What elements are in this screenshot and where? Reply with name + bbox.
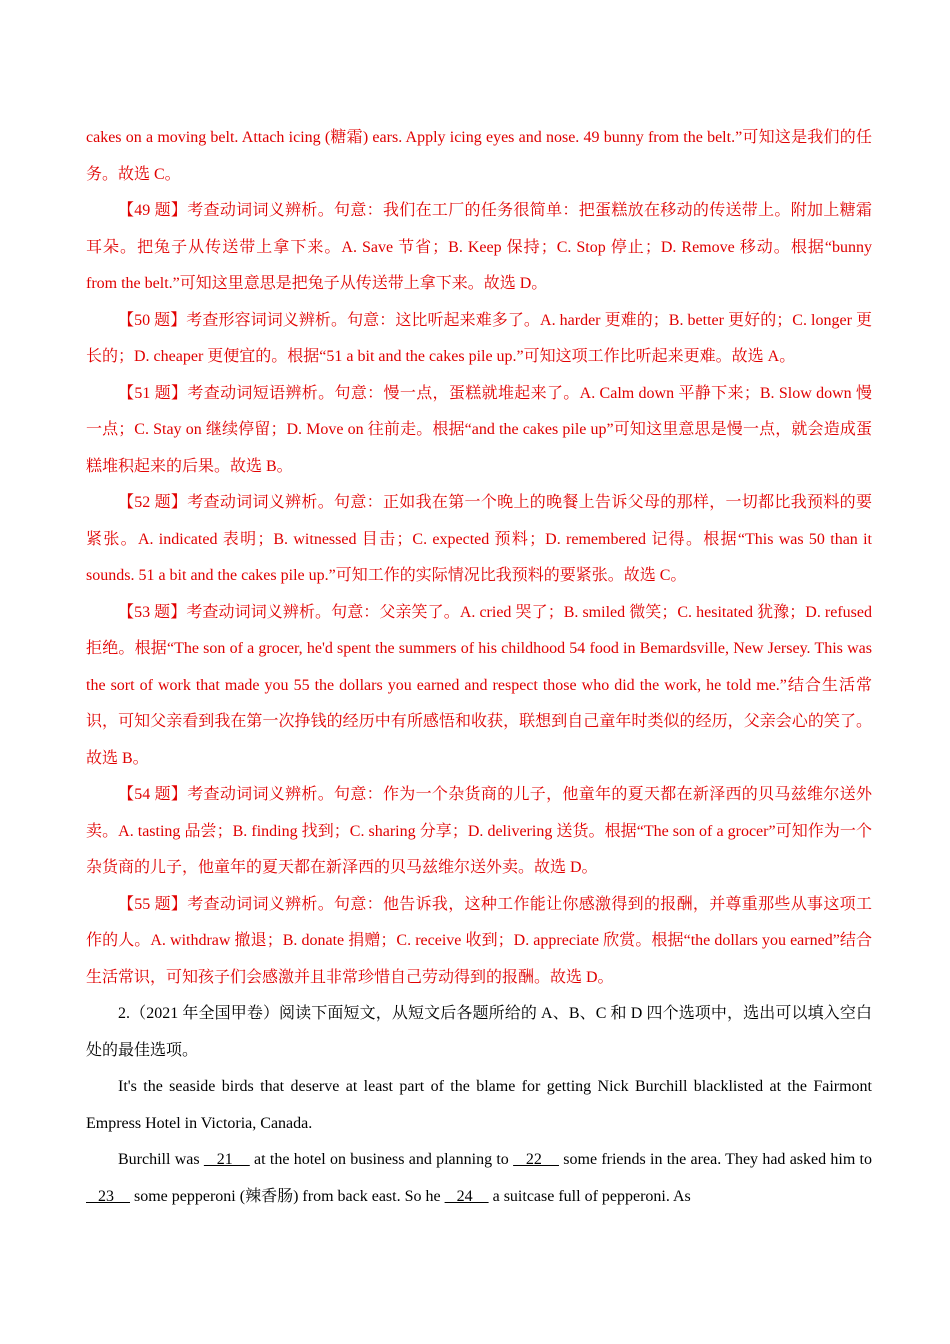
answer-paragraph-54: 【54 题】考查动词词义辨析。句意：作为一个杂货商的儿子，他童年的夏天都在新泽西的贝马兹维尔送外卖。A. tasting 品尝；B. finding 找到；C. sharing 分享；D. delivering 送货。根据“The son of a grocer”可知作为一个杂货商的儿子，他童年的夏天都在新泽西的贝马兹维尔送外卖。故选 D。 [86, 786, 872, 876]
document-body [86, 120, 872, 1215]
passage-text: a suitcase full of pepperoni. As [488, 1187, 691, 1205]
answer-paragraph-52: 【52 题】考查动词词义辨析。句意：正如我在第一个晚上的晚餐上告诉父母的那样，一切都比我预料的要紧张。A. indicated 表明；B. witnessed 目击；C. expected 预料；D. remembered 记得。根据“This was 50 than it sounds. 51 a bit and the cakes pile up.”可知工作的实际情况比我预料的要紧张。故选 C。 [86, 494, 872, 584]
passage-text: some friends in the area. They had asked him to [559, 1151, 873, 1168]
blank-24: 24 [444, 1187, 489, 1205]
passage-text: at the hotel on business and planning to [249, 1151, 514, 1168]
answer-paragraph-continued: cakes on a moving belt. Attach icing (糖霜) ears. Apply icing eyes and nose. 49 bunny from the belt.”可知这是我们的任务。故选 C。 [86, 129, 872, 183]
passage-paragraph-1: It's the seaside birds that deserve at least part of the blame for getting Nick Burchill blacklisted at the Fairmont Empress Hotel in Victoria, Canada. [86, 1078, 872, 1132]
blank-22: 22 [513, 1151, 559, 1168]
answer-paragraph-53: 【53 题】考查动词词义辨析。句意：父亲笑了。A. cried 哭了；B. smiled 微笑；C. hesitated 犹豫；D. refused 拒绝。根据“The son of a grocer, he'd spent the summers of his childhood 54 food in Bemardsville, New Jersey. This was the sort of work that made you 55 the dollars you earned and respect those who did the work, he told me.”结合生活常识，可知父亲看到我在第一次挣钱的经历中有所感悟和收获，联想到自己童年时类似的经历，父亲会心的笑了。故选 B。 [86, 603, 872, 767]
answer-paragraph-55: 【55 题】考查动词词义辨析。句意：他告诉我，这种工作能让你感激得到的报酬，并尊重那些从事这项工作的人。A. withdraw 撤退；B. donate 捐赠；C. receive 收到；D. appreciate 欣赏。根据“the dollars you earned”结合生活常识，可知孩子们会感激并且非常珍惜自己劳动得到的报酬。故选 D。 [86, 895, 872, 986]
task-2-instructions: 2.（2021 年全国甲卷）阅读下面短文，从短文后各题所给的 A、B、C 和 D 四个选项中，选出可以填入空白处的最佳选项。 [86, 1005, 872, 1059]
blank-21: 21 [203, 1151, 250, 1168]
answer-paragraph-49: 【49 题】考查动词词义辨析。句意：我们在工厂的任务很简单：把蛋糕放在移动的传送带上。附加上糖霜耳朵。把兔子从传送带上拿下来。A. Save 节省；B. Keep 保持；C. Stop 停止；D. Remove 移动。根据“bunny from the belt.”可知这里意思是把兔子从传送带上拿下来。故选 D。 [86, 202, 872, 292]
answer-paragraph-50: 【50 题】考查形容词词义辨析。句意：这比听起来难多了。A. harder 更难的；B. better 更好的；C. longer 更长的；D. cheaper 更便宜的。根据“51 a bit and the cakes pile up.”可知这项工作比听起来更难。故选 A。 [86, 311, 872, 365]
passage-text: Burchill was [118, 1151, 204, 1168]
passage-paragraph-2 [86, 1142, 872, 1215]
passage-text: some pepperoni (辣香肠) from back east. So he [130, 1187, 445, 1205]
answer-paragraph-51: 【51 题】考查动词短语辨析。句意：慢一点，蛋糕就堆起来了。A. Calm down 平静下来；B. Slow down 慢一点；C. Stay on 继续停留；D. Move on 往前走。根据“and the cakes pile up”可知这里意思是慢一点，就会造成蛋糕堆积起来的后果。故选 B。 [86, 384, 872, 475]
blank-23: 23 [86, 1187, 130, 1205]
